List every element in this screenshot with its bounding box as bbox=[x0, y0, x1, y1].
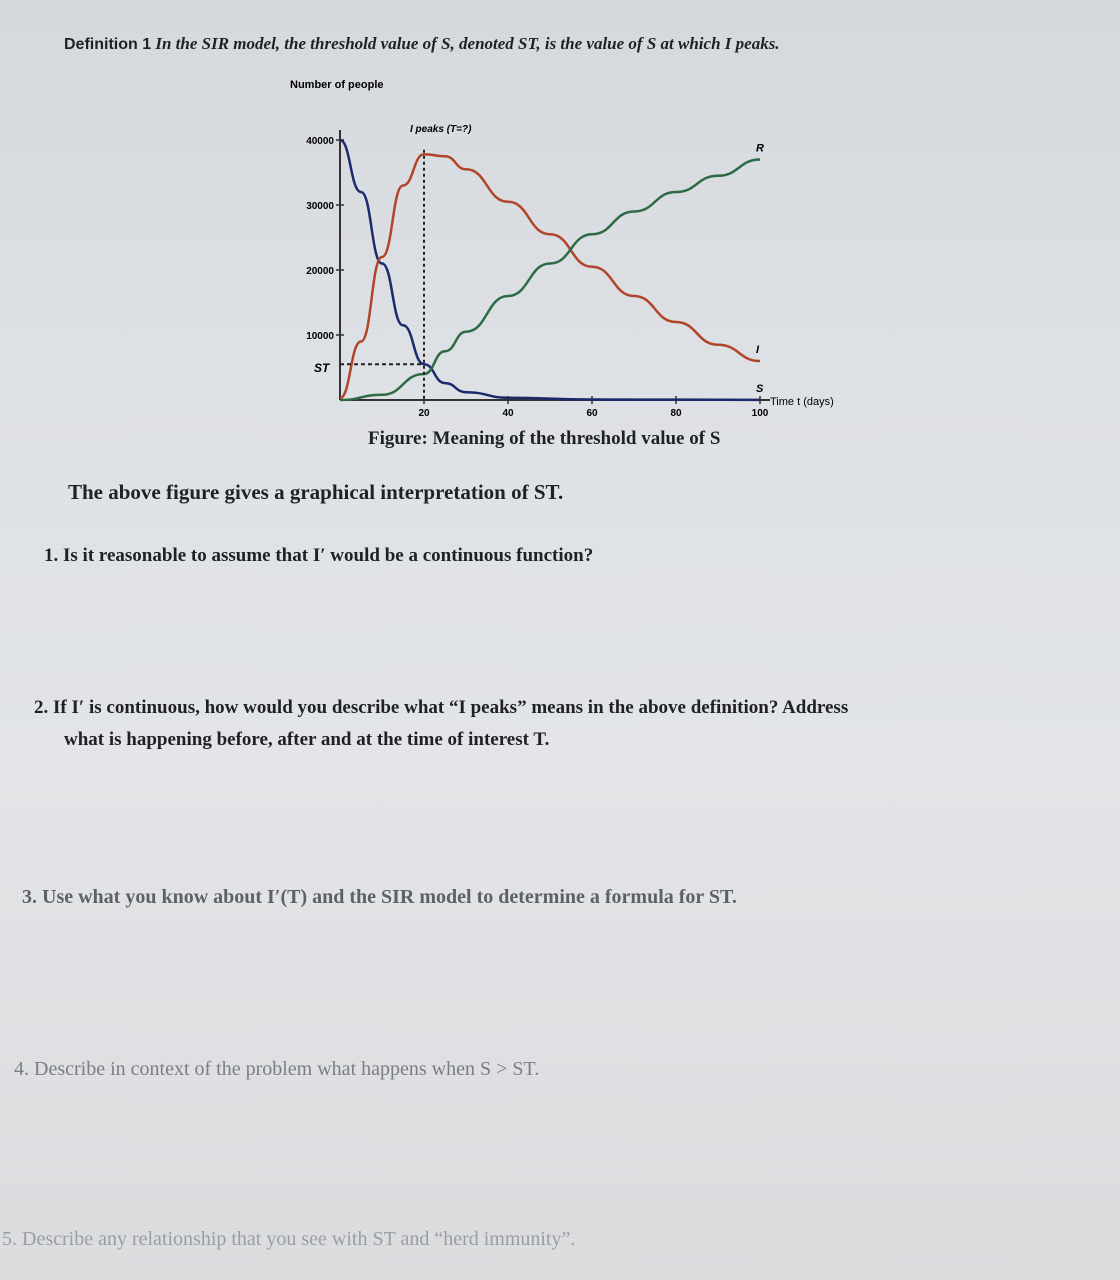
figure-caption: Figure: Meaning of the threshold value of S bbox=[368, 428, 721, 449]
x-tick-label: 20 bbox=[418, 408, 430, 419]
y-tick-label: 20000 bbox=[306, 266, 334, 277]
threshold-label: ST bbox=[314, 361, 330, 375]
x-tick-label: 100 bbox=[751, 408, 769, 419]
definition-body: In the SIR model, the threshold value of S, denoted ST, is the value of S at which I peaks. bbox=[155, 34, 780, 53]
x-tick-label: 80 bbox=[670, 408, 682, 419]
question-2: 2. If I′ is continuous, how would you describe what “I peaks” means in the above definition? Address bbox=[34, 697, 849, 718]
y-tick-label: 40000 bbox=[306, 136, 334, 147]
series-line-I bbox=[340, 154, 760, 398]
definition-text bbox=[64, 34, 1104, 54]
series-label-I: I bbox=[756, 344, 760, 356]
question-4: 4. Describe in context of the problem what happens when S > ST. bbox=[14, 1058, 540, 1080]
x-tick-label: 40 bbox=[502, 408, 514, 419]
question-1: 1. Is it reasonable to assume that I′ would be a continuous function? bbox=[44, 545, 594, 566]
question-3: 3. Use what you know about I′(T) and the SIR model to determine a formula for ST. bbox=[22, 886, 737, 908]
y-tick-label: 30000 bbox=[306, 201, 334, 212]
series-label-S: S bbox=[756, 382, 764, 395]
y-tick-label: 10000 bbox=[306, 331, 334, 342]
y-axis-label: Number of people bbox=[290, 79, 384, 91]
intro-text: The above figure gives a graphical interpretation of ST. bbox=[68, 480, 564, 504]
series-label-R: R bbox=[756, 142, 764, 155]
series-line-S bbox=[340, 140, 760, 400]
question-5: 5. Describe any relationship that you see with ST and “herd immunity”. bbox=[2, 1228, 576, 1250]
sir-chart bbox=[270, 70, 890, 430]
peak-annotation: I peaks (T=?) bbox=[410, 124, 472, 135]
question-2-continued: what is happening before, after and at the time of interest T. bbox=[64, 729, 550, 750]
x-axis-label: Time t (days) bbox=[770, 396, 834, 408]
sir-figure bbox=[270, 70, 890, 430]
x-tick-label: 60 bbox=[586, 408, 598, 419]
definition-lead: Definition 1 bbox=[64, 36, 152, 53]
